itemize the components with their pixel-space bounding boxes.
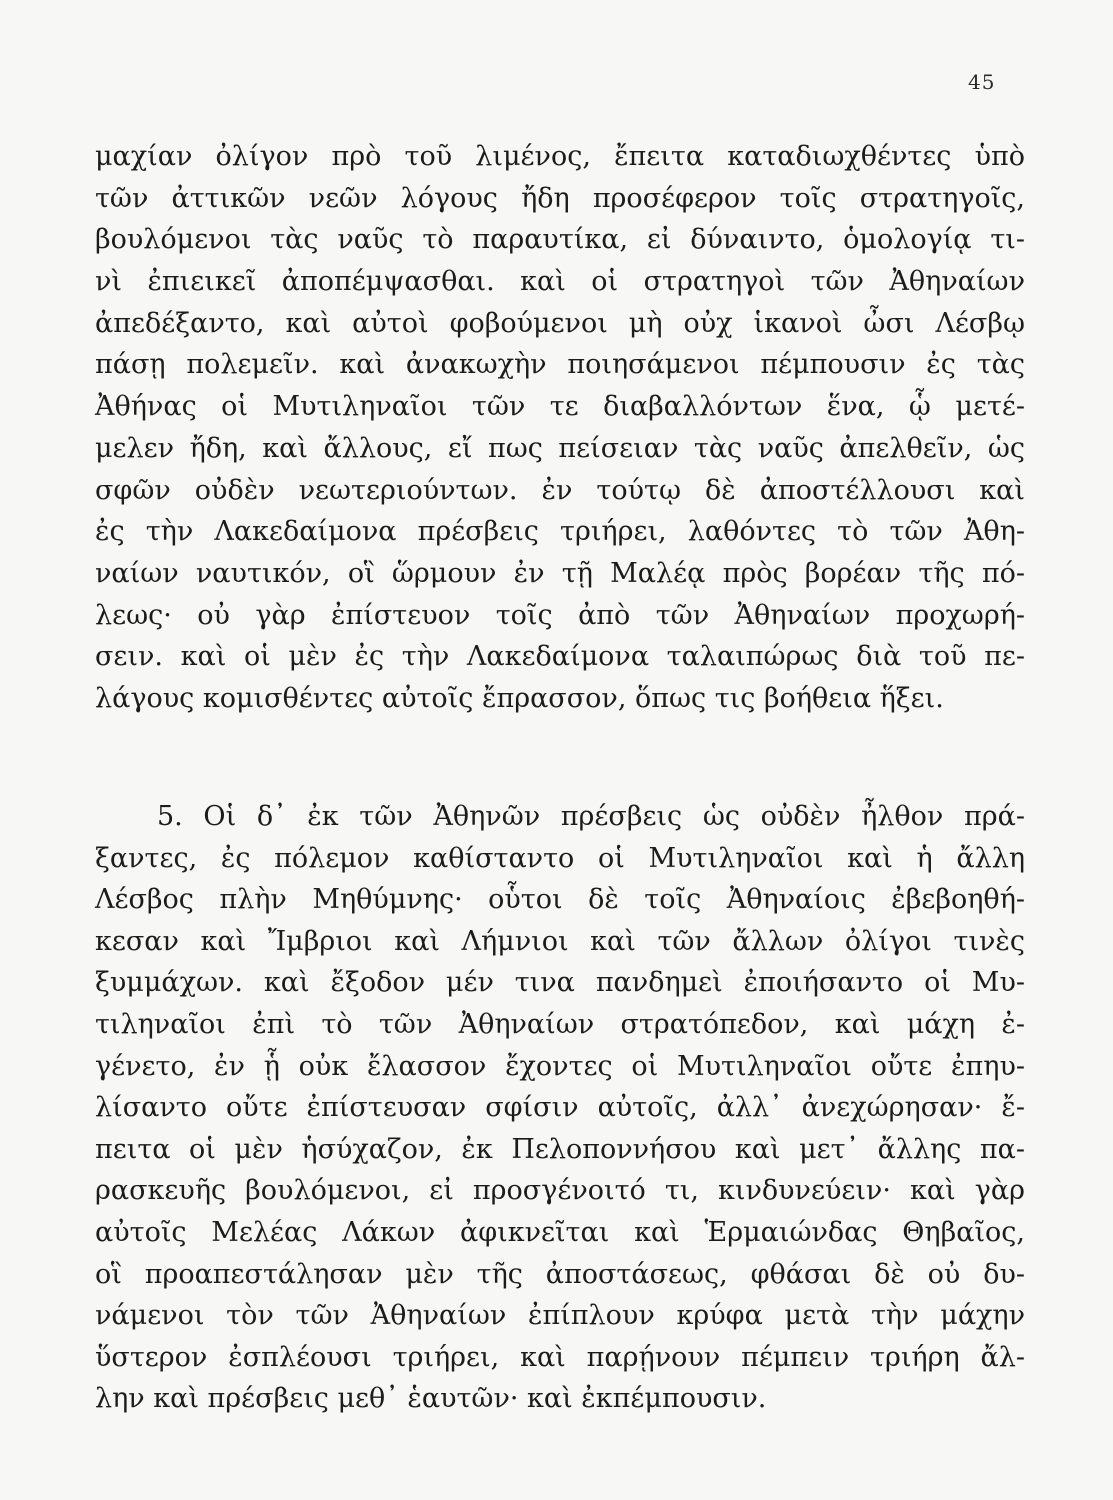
text-line: ναίων ναυτικόν, οἳ ὥρμουν ἐν τῇ Μαλέᾳ πρὸς βορέαν τῆς πό- bbox=[95, 557, 1025, 589]
text-line: ρασκευῆς βουλόμενοι, εἰ προσγένοιτό τι, κινδυνεύειν· καὶ γὰρ bbox=[95, 1175, 1025, 1207]
text-line: ἐς τὴν Λακεδαίμονα πρέσβεις τριήρει, λαθόντες τὸ τῶν Ἀθη- bbox=[95, 516, 1025, 548]
text-line: πειτα οἱ μὲν ἡσύχαζον, ἐκ Πελοποννήσου καὶ μετ᾽ ἄλλης πα- bbox=[95, 1133, 1025, 1165]
text-line: ξαντες, ἐς πόλεμον καθίσταντο οἱ Μυτιληναῖοι καὶ ἡ ἄλλη bbox=[95, 842, 1025, 874]
text-line: λάγους κομισθέντες αὐτοῖς ἔπρασσον, ὅπως τις βοήθεια ἥξει. bbox=[95, 682, 944, 714]
text-line: τιληναῖοι ἐπὶ τὸ τῶν Ἀθηναίων στρατόπεδον, καὶ μάχη ἐ- bbox=[95, 1008, 1025, 1040]
text-line: λεως· οὐ γὰρ ἐπίστευον τοῖς ἀπὸ τῶν Ἀθηναίων προχωρή- bbox=[95, 599, 1025, 631]
text-line: Λέσβος πλὴν Μηθύμνης· οὗτοι δὲ τοῖς Ἀθηναίοις ἐβεβοηθή- bbox=[95, 884, 1025, 916]
page-number: 45 bbox=[968, 70, 996, 94]
text-line: νάμενοι τὸν τῶν Ἀθηναίων ἐπίπλουν κρύφα μετὰ τὴν μάχην bbox=[95, 1300, 1025, 1332]
text-line: πάσῃ πολεμεῖν. καὶ ἀνακωχὴν ποιησάμενοι πέμπουσιν ἐς τὰς bbox=[95, 349, 1025, 381]
text-line: μαχίαν ὀλίγον πρὸ τοῦ λιμένος, ἔπειτα καταδιωχθέντες ὑπὸ bbox=[95, 141, 1025, 172]
text-line: νὶ ἐπιεικεῖ ἀποπέμψασθαι. καὶ οἱ στρατηγοὶ τῶν Ἀθηναίων bbox=[95, 266, 1025, 298]
text-line: ξυμμάχων. καὶ ἔξοδον μέν τινα πανδημεὶ ἐποιήσαντο οἱ Μυ- bbox=[95, 967, 1025, 999]
text-line: αὐτοῖς Μελέας Λάκων ἀφικνεῖται καὶ Ἑρμαιώνδας Θηβαῖος, bbox=[95, 1216, 1025, 1248]
paragraph-1 bbox=[95, 136, 1025, 720]
text-line: ὕστερον ἐσπλέουσι τριήρει, καὶ παρῄνουν πέμπειν τριήρη ἄλ- bbox=[95, 1341, 1025, 1373]
text-line: λην καὶ πρέσβεις μεθ᾽ ἑαυτῶν· καὶ ἐκπέμπουσιν. bbox=[95, 1383, 767, 1415]
text-line: κεσαν καὶ Ἴμβριοι καὶ Λήμνιοι καὶ τῶν ἄλλων ὀλίγοι τινὲς bbox=[95, 925, 1025, 957]
text-line: Ἀθήνας οἱ Μυτιληναῖοι τῶν τε διαβαλλόντων ἕνα, ᾧ μετέ- bbox=[95, 391, 1025, 423]
paragraph-2 bbox=[95, 796, 1025, 1420]
text-line: οἳ προαπεστάλησαν μὲν τῆς ἀποστάσεως, φθάσαι δὲ οὐ δυ- bbox=[95, 1258, 1025, 1290]
text-line: λίσαντο οὔτε ἐπίστευσαν σφίσιν αὐτοῖς, ἀλλ᾽ ἀνεχώρησαν· ἔ- bbox=[95, 1092, 1025, 1124]
text-line: τῶν ἀττικῶν νεῶν λόγους ἤδη προσέφερον τοῖς στρατηγοῖς, bbox=[95, 182, 1025, 214]
text-line: γένετο, ἐν ᾗ οὐκ ἔλασσον ἔχοντες οἱ Μυτιληναῖοι οὔτε ἐπηυ- bbox=[95, 1050, 1025, 1082]
text-line: ἀπεδέξαντο, καὶ αὐτοὶ φοβούμενοι μὴ οὐχ ἱκανοὶ ὦσι Λέσβῳ bbox=[95, 307, 1025, 339]
text-line: βουλόμενοι τὰς ναῦς τὸ παραυτίκα, εἰ δύναιντο, ὁμολογίᾳ τι- bbox=[95, 224, 1025, 256]
text-line: 5. Οἱ δ᾽ ἐκ τῶν Ἀθηνῶν πρέσβεις ὡς οὐδὲν ἦλθον πρά- bbox=[157, 801, 1025, 832]
text-line: μελεν ἤδη, καὶ ἄλλους, εἴ πως πείσειαν τὰς ναῦς ἀπελθεῖν, ὡς bbox=[95, 432, 1025, 464]
text-line: σφῶν οὐδὲν νεωτεριούντων. ἐν τούτῳ δὲ ἀποστέλλουσι καὶ bbox=[95, 474, 1025, 506]
text-line: σειν. καὶ οἱ μὲν ἐς τὴν Λακεδαίμονα ταλαιπώρως διὰ τοῦ πε- bbox=[95, 641, 1025, 673]
